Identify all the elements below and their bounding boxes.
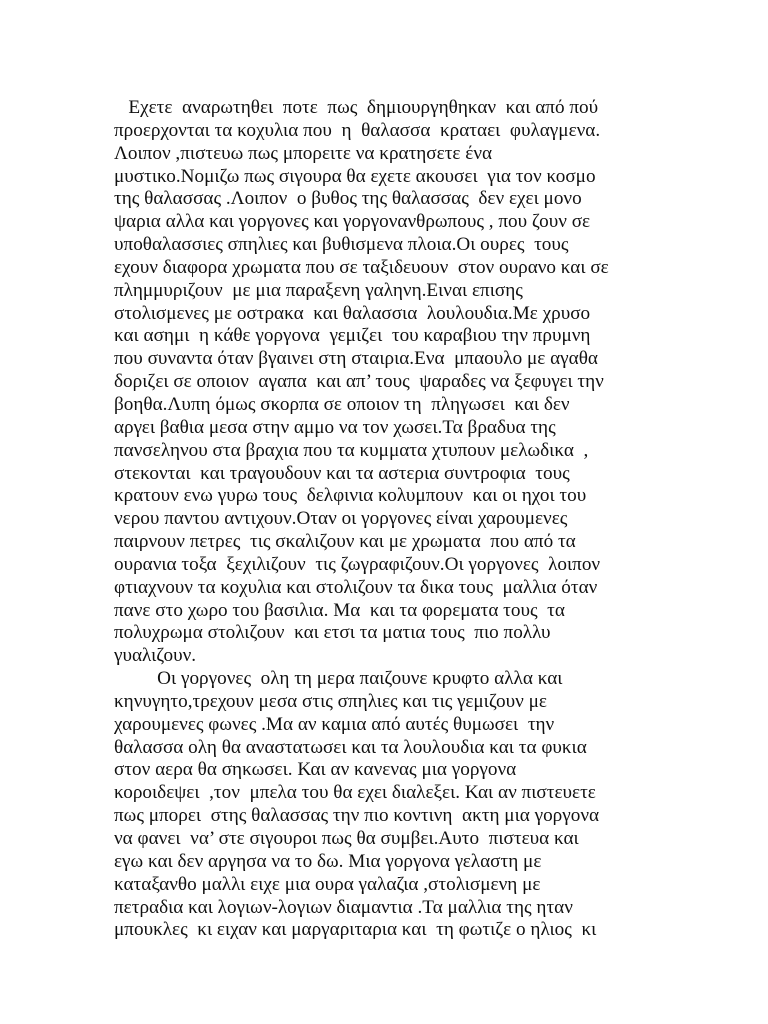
text-line: στεκονται και τραγουδουν και τα αστερια συντροφια τους: [114, 462, 570, 484]
text-line: ψαρια αλλα και γοργονες και γοργονανθρωπους , που ζουν σε: [114, 211, 591, 233]
text-line: κοροιδεψει ,τον μπελα του θα εχει διαλεξει. Και αν πιστευετε: [114, 782, 596, 804]
text-line: στον αερα θα σηκωσει. Και αν κανενας μια γοργονα: [114, 759, 517, 781]
text-line: Εχετε αναρωτηθει ποτε πως δημιουργηθηκαν και από πού: [114, 97, 599, 118]
text-line: καταξανθο μαλλι ειχε μια ουρα γαλαζια ,στολισμενη με: [114, 873, 541, 895]
text-line: Λοιπον ,πιστευω πως μπορειτε να κρατησετε ένα: [114, 142, 493, 164]
text-line: γυαλιζουν.: [114, 645, 197, 667]
text-line: θαλασσα ολη θα αναστατωσει και τα λουλουδια και τα φυκια: [114, 736, 587, 758]
text-line: που συναντα όταν βγαινει στη σταιρια.Ενα μπαουλο με αγαθα: [114, 348, 598, 370]
text-line: κρατουν ενω γυρω τους δελφινια κολυμπουν και οι ηχοι του: [114, 485, 587, 507]
text-line: βοηθα.Λυπη όμως σκορπα σε οποιον τη πληγωσει και δεν: [114, 393, 570, 415]
text-line: πολυχρωμα στολιζουν και ετσι τα ματια τους πιο πολλυ: [114, 622, 551, 644]
text-line: αργει βαθια μεσα στην αμμο να τον χωσει.Τα βραδυα της: [114, 416, 556, 438]
text-line: στολισμενες με οστρακα και θαλασσια λουλουδια.Με χρυσο: [114, 302, 591, 324]
text-line: και ασημι η κάθε γοργονα γεμιζει του καραβιου την πρυμνη: [114, 325, 591, 347]
text-line: κηνυγητο,τρεχουν μεσα στις σπηλιες και τις γεμιζουν με: [114, 690, 547, 712]
text-line: πετραδια και λογιων-λογιων διαμαντια .Τα μαλλια της ηταν: [114, 896, 573, 918]
body-text: [114, 97, 674, 942]
text-line: πλημμυριζουν με μια παραξενη γαληνη.Ειναι επισης: [114, 279, 523, 301]
text-line: μυστικο.Νομιζω πως σιγουρα θα εχετε ακουσει για τον κοσμο: [114, 165, 596, 187]
text-line: πανε στο χωρο του βασιλια. Μα και τα φορεματα τους τα: [114, 599, 565, 621]
text-line: πανσεληνου στα βραχια που τα κυμματα χτυπουν μελωδικα ,: [114, 439, 589, 461]
text-line: φτιαχνουν τα κοχυλια και στολιζουν τα δικα τους μαλλια όταν: [114, 576, 598, 598]
text-line: μπουκλες κι ειχαν και μαργαριταρια και τη φωτιζε ο ηλιος κι: [114, 919, 597, 941]
text-line: πως μπορει στης θαλασσας την πιο κοντινη ακτη μια γοργονα: [114, 805, 600, 827]
text-line: χαρουμενες φωνες .Μα αν καμια από αυτές θυμωσει την: [114, 713, 555, 735]
text-line: παιρνουν πετρες τις σκαλιζουν και με χρωματα που από τα: [114, 531, 576, 553]
text-line: να φανει να’ στε σιγουροι πως θα συμβει.Αυτο πιστευα και: [114, 828, 579, 849]
text-line: εγω και δεν αργησα να το δω. Μια γοργονα γελαστη με: [114, 850, 542, 872]
text-line: προερχονται τα κοχυλια που η θαλασσα κραταει φυλαγμενα.: [114, 119, 601, 141]
text-line: εχουν διαφορα χρωματα που σε ταξιδευουν στον ουρανο και σε: [114, 256, 609, 278]
text-line: νερου παντου αντιχουν.Οταν οι γοργονες είναι χαρουμενες: [114, 508, 568, 530]
text-line: δοριζει σε οποιον αγαπα και απ’ τους ψαραδες να ξεφυγει την: [114, 371, 604, 393]
text-line: υποθαλασσιες σπηλιες και βυθισμενα πλοια.Οι ουρες τους: [114, 234, 569, 256]
text-line: της θαλασσας .Λοιπον ο βυθος της θαλασσας δεν εχει μονο: [114, 188, 582, 210]
text-line: Οι γοργονες ολη τη μερα παιζουνε κρυφτο αλλα και: [114, 668, 563, 690]
text-line: ουρανια τοξα ξεχιλιζουν τις ζωγραφιζουν.Οι γοργονες λοιπον: [114, 553, 601, 575]
